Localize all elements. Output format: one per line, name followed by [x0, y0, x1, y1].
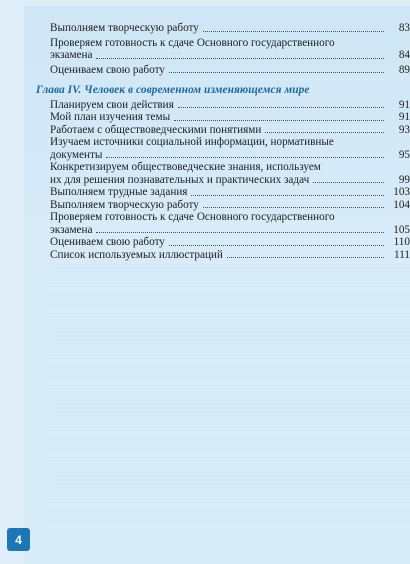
toc-entry-line[interactable] [36, 37, 410, 50]
toc-entry[interactable] [36, 22, 410, 35]
toc-leader-dots [203, 31, 384, 32]
table-of-contents [36, 22, 410, 261]
toc-entry-title: Оцениваем свою работу [50, 63, 165, 76]
left-margin-band [0, 0, 24, 564]
toc-entry-title-line-2: экзамена [50, 223, 93, 236]
toc-entry-title: Работаем с обществоведческими понятиями [50, 123, 262, 136]
toc-entry-page: 93 [398, 123, 410, 136]
toc-entry-line[interactable] [36, 149, 410, 162]
toc-entry-title: Список используемых иллюстраций [50, 248, 223, 261]
toc-entry-page: 105 [393, 223, 410, 236]
page-number-badge [7, 528, 30, 551]
toc-leader-dots [191, 195, 384, 196]
toc-entry-title: Выполняем творческую работу [50, 22, 199, 34]
toc-entry-title-line-2: экзамена [50, 49, 93, 61]
toc-entry[interactable] [36, 186, 410, 199]
toc-entry-title: Оцениваем свою работу [50, 236, 165, 248]
toc-entry-title: Выполняем трудные задания [50, 186, 188, 198]
toc-entry-title-line-1: Конкретизируем обществоведческие знания, используем [50, 161, 321, 173]
toc-entry-page: 91 [398, 111, 410, 123]
toc-leader-dots [178, 107, 384, 108]
toc-leader-dots [203, 207, 384, 208]
toc-entry-page: 84 [398, 49, 410, 61]
toc-leader-dots [169, 72, 384, 73]
toc-entry-line[interactable] [36, 49, 410, 62]
toc-entry-title-line-2: документы [50, 148, 103, 161]
toc-entry-line[interactable] [36, 174, 410, 187]
toc-entry-page: 95 [398, 148, 410, 161]
toc-entry-page: 103 [393, 186, 410, 198]
toc-entry[interactable] [36, 111, 410, 124]
toc-entry-line[interactable] [36, 224, 410, 237]
toc-entry[interactable] [36, 99, 410, 112]
toc-entry-page: 104 [393, 198, 410, 211]
toc-entry-page: 99 [398, 173, 410, 186]
toc-leader-dots [169, 245, 384, 246]
page-number: 4 [15, 532, 22, 547]
toc-leader-dots [174, 120, 384, 121]
toc-entry[interactable] [36, 199, 410, 212]
toc-entry-title-line-2: их для решения познавательных и практических задач [50, 173, 310, 186]
toc-entry-page: 83 [398, 22, 410, 34]
chapter-title[interactable]: Глава IV. Человек в современном изменяющемся мире [36, 84, 310, 96]
toc-entry-line[interactable] [36, 161, 410, 174]
toc-entry[interactable] [36, 236, 410, 249]
toc-entry-title: Выполняем творческую работу [50, 198, 199, 211]
toc-entry-title-line-1: Изучаем источники социальной информации, нормативные [50, 136, 334, 148]
toc-entry-page: 111 [394, 248, 410, 261]
toc-leader-dots [96, 58, 384, 59]
toc-leader-dots [313, 182, 384, 183]
toc-entry[interactable] [36, 124, 410, 137]
toc-leader-dots [96, 232, 384, 233]
toc-leader-dots [227, 257, 384, 258]
toc-entry-title: Планируем свои действия [50, 98, 174, 111]
toc-entry-title-line-1: Проверяем готовность к сдаче Основного государственного [50, 211, 335, 223]
toc-entry-page: 89 [398, 63, 410, 76]
toc-entry-title: Мой план изучения темы [50, 111, 171, 123]
toc-entry[interactable] [36, 249, 410, 262]
toc-entry[interactable] [36, 64, 410, 77]
toc-entry-line[interactable] [36, 211, 410, 224]
toc-leader-dots [265, 132, 384, 133]
toc-entry-page: 91 [398, 98, 410, 111]
toc-leader-dots [106, 157, 384, 158]
bleed-through-texture [50, 268, 410, 528]
toc-entry-title-line-1: Проверяем готовность к сдаче Основного государственного [50, 36, 335, 49]
toc-entry-line[interactable] [36, 136, 410, 149]
toc-entry-page: 110 [393, 236, 410, 248]
